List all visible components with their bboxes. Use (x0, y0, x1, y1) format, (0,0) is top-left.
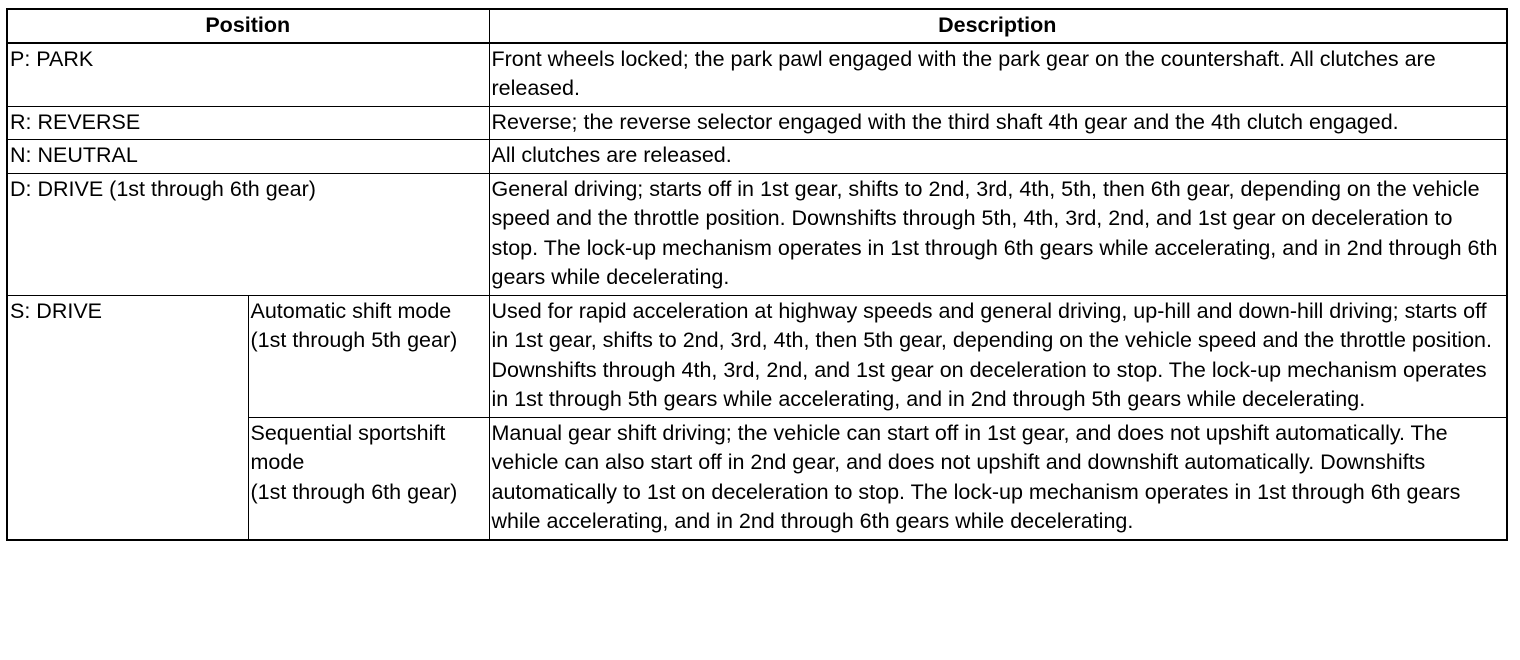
header-description: Description (489, 9, 1507, 43)
table-row-neutral (7, 140, 1507, 174)
position-cell: N: NEUTRAL (7, 140, 489, 174)
position-cell: R: REVERSE (7, 106, 489, 140)
header-position: Position (7, 9, 489, 43)
table-row-reverse (7, 106, 1507, 140)
table-row-s-drive-automatic (7, 295, 1507, 417)
submode-gear-range: (1st through 6th gear) (250, 479, 458, 504)
description-cell: Front wheels locked; the park pawl engaged with the park gear on the countershaft. All clutches are released. (489, 43, 1507, 107)
shift-position-table-container (6, 8, 1506, 541)
description-cell: Reverse; the reverse selector engaged with the third shaft 4th gear and the 4th clutch engaged. (489, 106, 1507, 140)
description-cell: General driving; starts off in 1st gear, shifts to 2nd, 3rd, 4th, 5th, then 6th gear, depending on the vehicle speed and the throttle position. Downshifts through 5th, 4th, 3rd, 2nd, and 1st gear on deceleration to stop. The lock-up mechanism operates in 1st through 6th gears while accelerating, and in 2nd through 6th gears while decelerating. (489, 173, 1507, 295)
description-cell: All clutches are released. (489, 140, 1507, 174)
position-cell: S: DRIVE (7, 295, 248, 540)
position-cell: D: DRIVE (1st through 6th gear) (7, 173, 489, 295)
submode-cell (248, 417, 489, 540)
table-header-row (7, 9, 1507, 43)
description-cell: Manual gear shift driving; the vehicle can start off in 1st gear, and does not upshift automatically. The vehicle can also start off in 2nd gear, and does not upshift and downshift automatically. Downshifts automatically to 1st on deceleration to stop. The lock-up mechanism operates in 1st through 6th gears while accelerating, and in 2nd through 6th gears while decelerating. (489, 417, 1507, 540)
submode-cell: Automatic shift mode (1st through 5th gear) (248, 295, 489, 417)
table-row-park (7, 43, 1507, 107)
table-row-drive (7, 173, 1507, 295)
submode-label: Sequential sportshift mode (250, 420, 446, 474)
description-cell: Used for rapid acceleration at highway speeds and general driving, up-hill and down-hill driving; starts off in 1st gear, shifts to 2nd, 3rd, 4th, then 5th gear, depending on the vehicle speed and the throttle position. Downshifts through 4th, 3rd, 2nd, and 1st gear on deceleration to stop. The lock-up mechanism operates in 1st through 5th gears while accelerating, and in 2nd through 5th gears while decelerating. (489, 295, 1507, 417)
shift-position-table (6, 8, 1508, 541)
position-cell: P: PARK (7, 43, 489, 107)
